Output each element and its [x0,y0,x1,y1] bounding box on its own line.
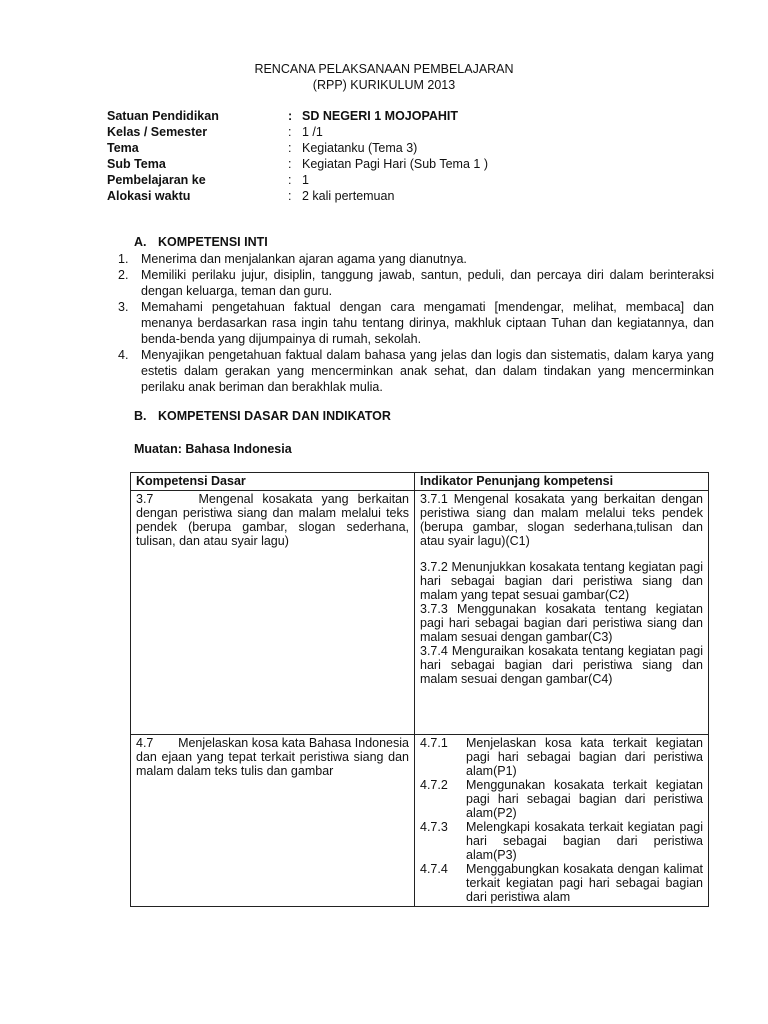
indicator-text: Melengkapi kosakata terkait kegiatan pagi hari sebagai bagian dari peristiwa alam(P3) [466,820,703,862]
list-text: Menyajikan pengetahuan faktual dalam bahasa yang jelas dan logis dan sistematis, dalam karya yang estetis dalam gerakan yang mencerminkan anak sehat, dan dalam tindakan yang mencerminkan perilaku anak beriman dan berakhlak mulia. [141,348,714,394]
list-item [118,347,714,395]
indicator-item [420,862,703,904]
info-label: Tema [107,141,139,155]
table-row [131,735,709,907]
indicator-number: 4.7.1 [420,736,448,750]
info-label: Pembelajaran ke [107,173,206,187]
info-value: Kegiatanku (Tema 3) [302,141,418,155]
indicator-number: 4.7.2 [420,778,448,792]
list-number: 1. [118,252,129,266]
kompetensi-table [130,472,709,907]
list-text: Menerima dan menjalankan ajaran agama yang dianutnya. [141,252,467,266]
indicator-text: Menggabungkan kosakata dengan kalimat terkait kegiatan pagi hari sebagai bagian dari peristiwa alam [466,862,703,904]
indicator-text: 3.7.3 Menggunakan kosakata tentang kegiatan pagi hari sebagai bagian dari peristiwa siang dan malam sesuai dengan gambar(C3) [420,602,703,644]
indicator-number: 4.7.4 [420,862,448,876]
document-subtitle: (RPP) KURIKULUM 2013 [312,78,456,92]
section-letter: A. [134,235,147,249]
indicator-cell [415,735,709,907]
list-text: Memahami pengetahuan faktual dengan cara mengamati [mendengar, melihat, membaca] dan menanya berdasarkan rasa ingin tahu tentang dirinya, makhluk ciptaan Tuhan dan kegiatannya, dan benda-benda yang dijumpainya di rumah, sekolah. [141,300,714,346]
kompetensi-inti-list [118,251,714,395]
list-item [118,251,714,267]
info-label: Satuan Pendidikan [107,109,219,123]
info-colon: : [288,173,292,187]
kd-text: 4.7 Menjelaskan kosa kata Bahasa Indonesia dan ejaan yang tepat terkait peristiwa siang dan malam dalam teks tulis dan gambar [136,736,413,778]
table-header-row [131,473,709,491]
section-a-heading [134,235,268,249]
info-value: Kegiatan Pagi Hari (Sub Tema 1 ) [302,157,488,171]
indicator-text: Menggunakan kosakata terkait kegiatan pagi hari sebagai bagian dari peristiwa alam(P2) [466,778,703,820]
column-header: Kompetensi Dasar [131,473,415,491]
info-value: 2 kali pertemuan [302,189,395,203]
table-row [131,491,709,735]
indicator-text: Menjelaskan kosa kata terkait kegiatan pagi hari sebagai bagian dari peristiwa alam(P1) [466,736,703,778]
section-letter: B. [134,409,147,423]
section-title: KOMPETENSI INTI [158,235,268,249]
indicator-number: 4.7.3 [420,820,448,834]
info-label: Alokasi waktu [107,189,191,203]
list-number: 2. [118,268,129,282]
section-title: KOMPETENSI DASAR DAN INDIKATOR [158,409,391,423]
info-value: 1 /1 [302,125,323,139]
info-label: Sub Tema [107,157,166,171]
indicator-text: 3.7.2 Menunjukkan kosakata tentang kegiatan pagi hari sebagai bagian dari peristiwa siang dan malam yang tepat sesuai gambar(C2) [420,560,703,602]
kd-cell [131,735,415,907]
indicator-text: 3.7.4 Menguraikan kosakata tentang kegiatan pagi hari sebagai bagian dari peristiwa siang dan malam sesuai dengan gambar(C4) [420,644,703,686]
indicator-item [420,736,703,778]
section-b-heading [134,409,391,423]
info-value: 1 [302,173,309,187]
info-colon: : [288,157,292,171]
column-header: Indikator Penunjang kompetensi [415,473,709,491]
list-item [118,299,714,347]
indicator-text: 3.7.1 Mengenal kosakata yang berkaitan dengan peristiwa siang dan malam melalui teks pendek (berupa gambar, slogan sederhana,tulisan dan atau syair lagu)(C1) [420,492,703,548]
list-text: Memiliki perilaku jujur, disiplin, tanggung jawab, santun, peduli, dan percaya diri dalam berinteraksi dengan keluarga, teman dan guru. [141,268,714,298]
info-colon: : [288,141,292,155]
indicator-item [420,778,703,820]
indicator-cell [415,491,709,735]
muatan-label: Muatan: Bahasa Indonesia [134,442,292,456]
document-title: RENCANA PELAKSANAAN PEMBELAJARAN [254,62,514,76]
list-number: 3. [118,300,129,314]
info-colon: : [288,125,292,139]
info-colon: : [288,189,292,203]
info-colon: : [288,109,293,123]
info-label: Kelas / Semester [107,125,208,139]
kd-cell [131,491,415,735]
list-number: 4. [118,348,129,362]
list-item [118,267,714,299]
kd-text: 3.7 Mengenal kosakata yang berkaitan dengan peristiwa siang dan malam melalui teks pendek (berupa gambar, slogan sederhana, tulisan, dan atau syair lagu) [136,492,413,548]
indicator-item [420,820,703,862]
info-value: SD NEGERI 1 MOJOPAHIT [302,109,459,123]
